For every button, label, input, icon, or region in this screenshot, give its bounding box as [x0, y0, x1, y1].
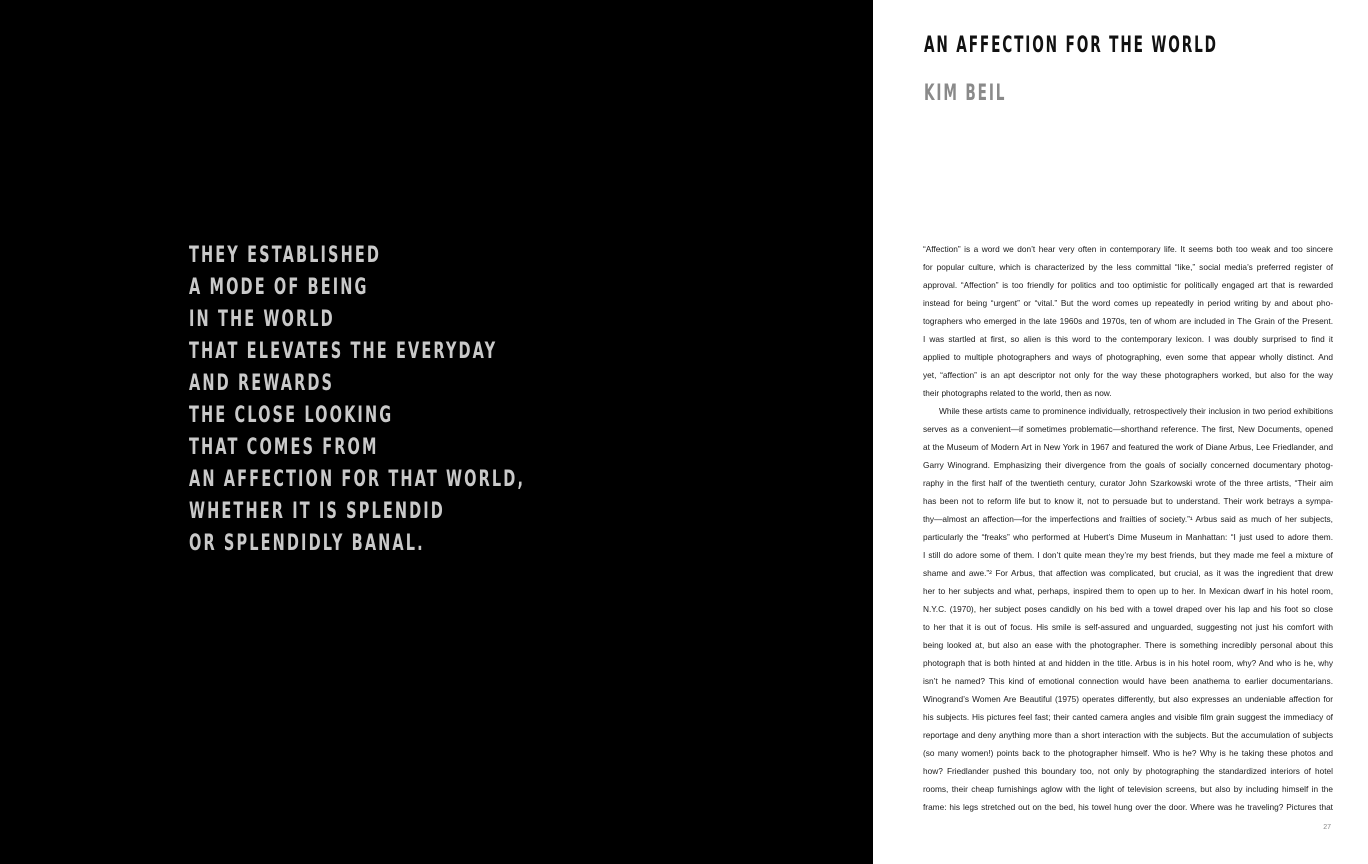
- body-line: approval. “Affection” is too friendly for politics and too optimistic for politically engaged art that is rewarded: [923, 280, 1333, 290]
- right-page: [873, 0, 1368, 864]
- pull-quote: [189, 240, 525, 560]
- body-line: thy—almost an affection—for the imperfections and frailties of society.”¹ Arbus said as much of her subjects,: [923, 514, 1333, 524]
- body-line: to her that it is out of focus. His smile is self-assured and unguarded, suggesting not just his comfort with: [923, 622, 1333, 632]
- body-line: raphy in the first half of the twentieth century, curator John Szarkowski wrote of the three artists, “Their aim: [923, 478, 1333, 488]
- body-line: particularly the “freaks” who performed at Hubert’s Dime Museum in Manhattan: “I just used to adore them.: [923, 532, 1333, 542]
- body-line: isn’t he named? This kind of emotional connection would have been anathema to earlier documentarians.: [923, 676, 1333, 686]
- pull-quote-line: A MODE OF BEING: [189, 275, 369, 300]
- body-line: serves as a convenient—if sometimes problematic—shorthand reference. The first, New Documents, opened: [923, 424, 1333, 434]
- body-line: (so many women!) points back to the photographer himself. Who is he? Why is he taking these photos and: [923, 748, 1333, 758]
- body-line: has been not to reform life but to know it, not to persuade but to understand. Their work betrays a sympa-: [923, 496, 1333, 506]
- page-number: 27: [1323, 824, 1331, 831]
- body-line: how? Friedlander pushed this boundary too, not only by photographing the standardized interiors of hotel: [923, 766, 1333, 776]
- pull-quote-line: THAT COMES FROM: [189, 435, 379, 460]
- body-line: at the Museum of Modern Art in New York in 1967 and featured the work of Diane Arbus, Lee Friedlander, and: [923, 442, 1333, 452]
- body-line: photograph that is both hinted at and hidden in the title. Arbus is in his hotel room, why? And who is he, why: [923, 658, 1333, 668]
- pull-quote-line: WHETHER IT IS SPLENDID: [189, 499, 445, 524]
- body-line: for popular culture, which is characterized by the less committal “like,” social media’s preferred register of: [923, 262, 1333, 272]
- pull-quote-line: THEY ESTABLISHED: [189, 243, 382, 268]
- pull-quote-line: IN THE WORLD: [189, 307, 335, 332]
- pull-quote-line: THAT ELEVATES THE EVERYDAY: [189, 339, 498, 364]
- body-line: “Affection” is a word we don’t hear very often in contemporary life. It seems both too weak and too sincere: [923, 244, 1333, 254]
- pull-quote-line: AN AFFECTION FOR THAT WORLD,: [189, 467, 526, 492]
- body-line: his subjects. His pictures feel fast; their canted camera angles and visible film grain suggest the immediacy of: [923, 712, 1333, 722]
- body-line: instead for being “urgent” or “vital.” But the word comes up repeatedly in period writing by and about pho-: [923, 298, 1333, 308]
- body-line: being looked at, but also an ease with the photographer. There is something incredibly personal about this: [923, 640, 1333, 650]
- body-line: yet, “affection” is an apt descriptor not only for the way these photographers worked, but also for the way: [923, 370, 1333, 380]
- article-author: KIM BEIL: [924, 81, 1007, 106]
- body-line: While these artists came to prominence individually, retrospectively their inclusion in two period exhibitions: [939, 406, 1333, 416]
- body-line: her to her subjects and what, perhaps, inspired them to open up to her. In Mexican dwarf in his hotel room,: [923, 586, 1333, 596]
- pull-quote-line: AND REWARDS: [189, 371, 335, 396]
- body-line: their photographs related to the world, then as now.: [923, 388, 1112, 398]
- body-line: applied to multiple photographers and ways of photographing, even some that appear wholly distinct. And: [923, 352, 1333, 362]
- body-line: Garry Winogrand. Emphasizing their divergence from the goals of socially concerned documentary photog-: [923, 460, 1333, 470]
- pull-quote-line: OR SPLENDIDLY BANAL.: [189, 531, 425, 556]
- body-line: I was startled at first, so alien is this word to the contemporary lexicon. I was doubly surprised to find it: [923, 334, 1333, 344]
- body-line: N.Y.C. (1970), her subject poses candidly on his bed with a towel draped over his lap and his foot so close: [923, 604, 1333, 614]
- article-body: [923, 240, 1333, 816]
- body-line: tographers who emerged in the late 1960s and 1970s, ten of whom are included in The Grain of the Present.: [923, 316, 1333, 326]
- pull-quote-line: THE CLOSE LOOKING: [189, 403, 394, 428]
- body-line: reportage and deny anything more than a short interaction with the subjects. But the accumulation of subjects: [923, 730, 1333, 740]
- body-line: Winogrand’s Women Are Beautiful (1975) operates differently, but also expresses an undeniable affection for: [923, 694, 1333, 704]
- body-line: frame: his legs stretched out on the bed, his towel hung over the door. Where was he traveling? Pictures that: [923, 802, 1333, 812]
- body-line: I still do adore some of them. I don’t quite mean they’re my best friends, but they made me feel a mixture of: [923, 550, 1333, 560]
- body-line: rooms, their cheap furnishings aglow with the light of television screens, but also by including himself in the: [923, 784, 1333, 794]
- body-line: shame and awe.”² For Arbus, that affection was complicated, but crucial, as it was the ingredient that drew: [923, 568, 1333, 578]
- article-title: AN AFFECTION FOR THE WORLD: [924, 33, 1218, 58]
